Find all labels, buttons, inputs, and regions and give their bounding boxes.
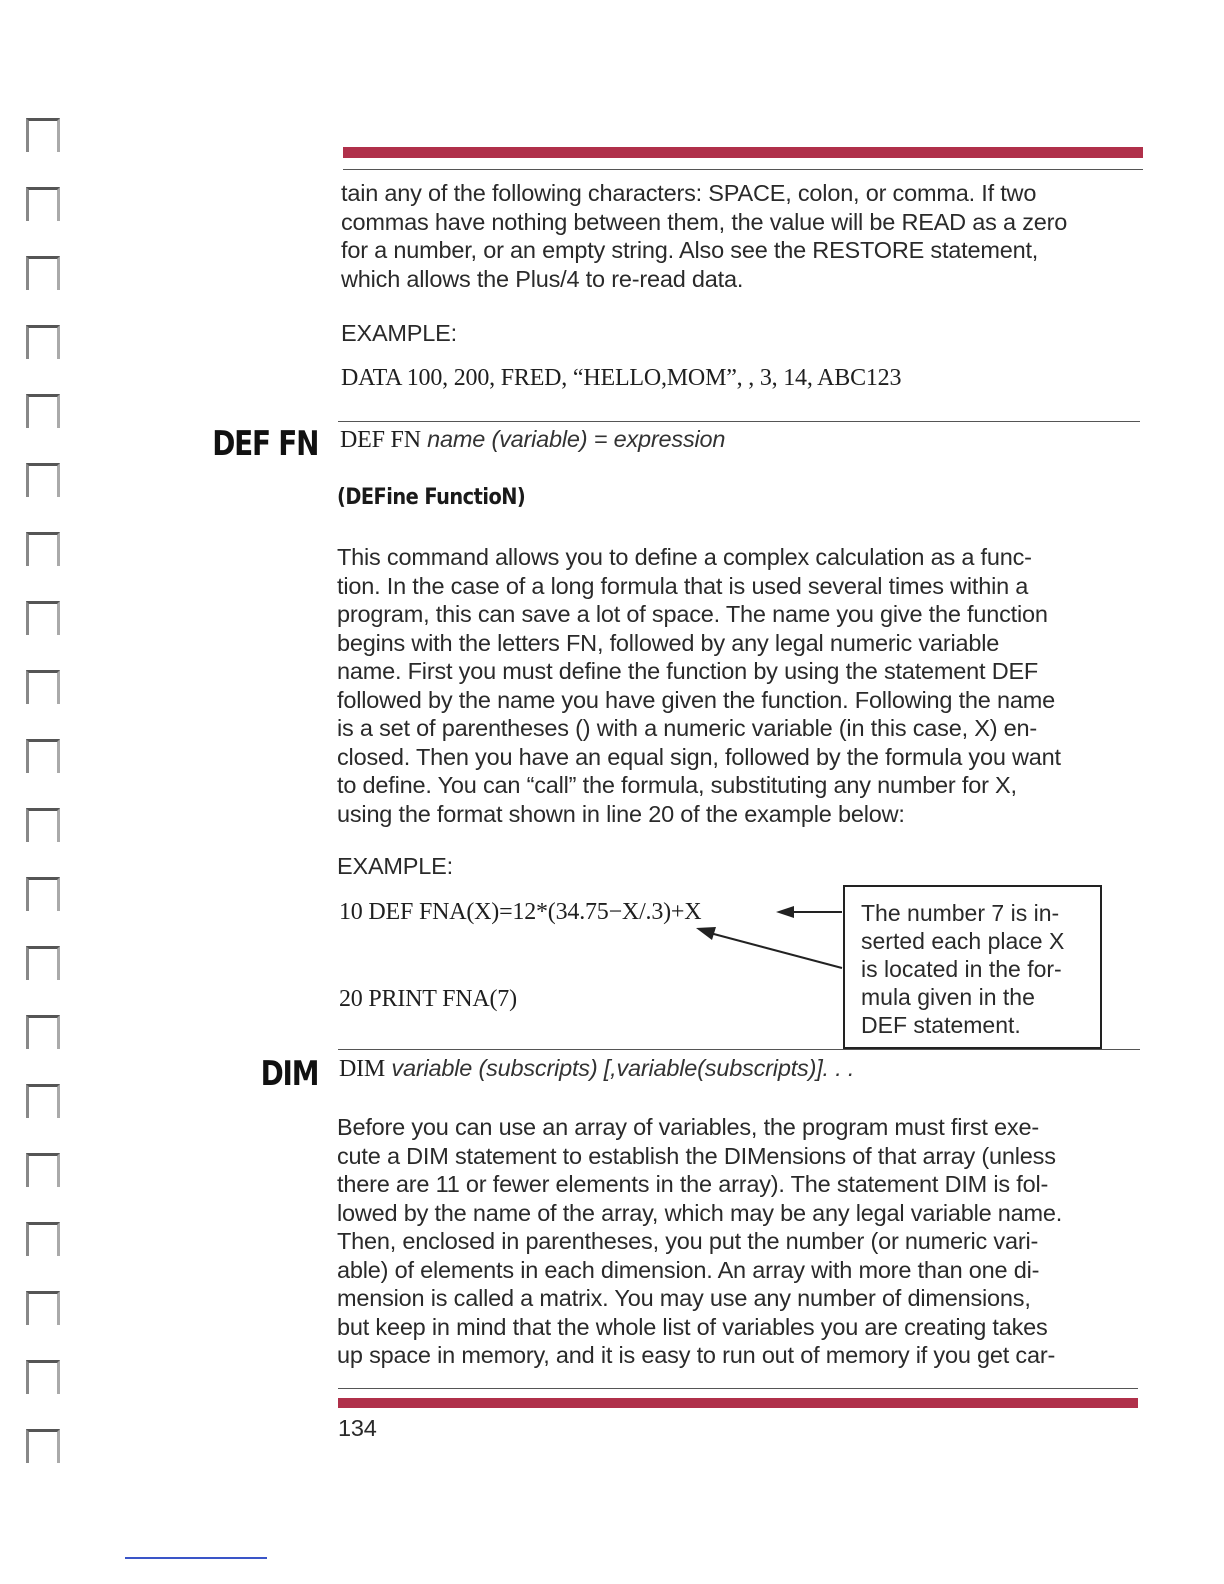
text-line: there are 11 or fewer elements in the array). The statement DIM is fol-	[337, 1171, 1049, 1197]
deffn-syntax-args: name (variable) = expression	[427, 426, 726, 452]
text-line: lowed by the name of the array, which may be any legal variable name.	[337, 1199, 1063, 1226]
arrow-line-lower	[710, 933, 842, 968]
text-line: but keep in mind that the whole list of variables you are creating takes	[337, 1313, 1048, 1340]
callout-box: The number 7 is in- serted each place X is located in the for- mula given in the DEF statement.	[843, 885, 1102, 1049]
text-line: followed by the name you have given the function. Following the name	[337, 686, 1055, 713]
continuation-paragraph	[341, 179, 1067, 293]
deffn-example-label: EXAMPLE:	[337, 853, 453, 879]
binding-ring	[26, 1084, 60, 1118]
text-line: mension is called a matrix. You may use any number of dimensions,	[337, 1285, 1031, 1311]
text-line: Before you can use an array of variables, the program must first exe-	[337, 1114, 1039, 1140]
binding-ring	[26, 118, 60, 152]
binding-ring	[26, 877, 60, 911]
data-example-label: EXAMPLE:	[341, 320, 457, 346]
dim-body	[337, 1113, 1062, 1370]
text-line: cute a DIM statement to establish the DIMensions of that array (unless	[337, 1142, 1056, 1169]
binding-ring	[26, 463, 60, 497]
binding-ring	[26, 187, 60, 221]
deffn-code-line-2: 20 PRINT FNA(7)	[339, 986, 517, 1012]
footer-line	[125, 1557, 267, 1559]
deffn-section-rule	[338, 421, 1140, 422]
text-line: program, this can save a lot of space. The name you give the function	[337, 601, 1048, 627]
text-line: up space in memory, and it is easy to run out of memory if you get car-	[337, 1342, 1056, 1368]
text-line: which allows the Plus/4 to re-read data.	[341, 265, 744, 292]
top-accent-rule	[343, 147, 1143, 158]
top-thin-rule	[343, 169, 1143, 170]
text-line: closed. Then you have an equal sign, followed by the formula you want	[337, 743, 1061, 770]
bottom-accent-rule	[338, 1398, 1138, 1408]
text-line: commas have nothing between them, the value will be READ as a zero	[341, 208, 1068, 235]
text-line: is a set of parentheses () with a numeric variable (in this case, X) en-	[337, 715, 1038, 741]
deffn-body	[337, 543, 1061, 828]
text-line: tion. In the case of a long formula that is used several times within a	[337, 572, 1029, 599]
binding-ring	[26, 1015, 60, 1049]
text-line: able) of elements in each dimension. An array with more than one di-	[337, 1256, 1040, 1283]
binding-ring	[26, 739, 60, 773]
text-line: tain any of the following characters: SPACE, colon, or comma. If two	[341, 180, 1037, 206]
deffn-subheading: (DEFine FunctioN)	[337, 485, 526, 510]
binding-ring	[26, 946, 60, 980]
binding-ring	[26, 1429, 60, 1463]
text-line: name. First you must define the function by using the statement DEF	[337, 658, 1039, 684]
dim-syntax	[339, 1054, 854, 1084]
data-example-code: DATA 100, 200, FRED, “HELLO,MOM”, , 3, 14, ABC123	[341, 365, 902, 391]
deffn-syntax	[340, 425, 725, 455]
arrow-head-lower	[696, 927, 716, 940]
text-line: Then, enclosed in parentheses, you put the number (or numeric vari-	[337, 1228, 1039, 1254]
deffn-code-line-1: 10 DEF FNA(X)=12*(34.75−X/.3)+X	[339, 899, 702, 925]
dim-section-rule	[338, 1049, 1140, 1050]
binding-ring	[26, 1360, 60, 1394]
bottom-thin-rule	[338, 1388, 1138, 1389]
text-line: using the format shown in line 20 of the example below:	[337, 800, 905, 827]
binding-ring	[26, 1222, 60, 1256]
dim-syntax-keyword: DIM	[339, 1056, 386, 1082]
page-number: 134	[338, 1415, 377, 1441]
text-line: for a number, or an empty string. Also see the RESTORE statement,	[341, 237, 1039, 263]
binding-ring	[26, 670, 60, 704]
text-line: to define. You can “call” the formula, substituting any number for X,	[337, 772, 1017, 798]
callout-arrows	[670, 895, 850, 975]
binding-ring	[26, 256, 60, 290]
binding-ring	[26, 808, 60, 842]
binding-ring	[26, 1291, 60, 1325]
binding-ring	[26, 1153, 60, 1187]
arrow-head-upper	[776, 906, 794, 918]
dim-syntax-args: variable (subscripts) [,variable(subscripts)]. . .	[391, 1055, 855, 1081]
binding-ring	[26, 394, 60, 428]
binding-ring	[26, 532, 60, 566]
deffn-heading: DEF FN	[212, 424, 318, 464]
text-line: This command allows you to define a complex calculation as a func-	[337, 544, 1032, 570]
deffn-syntax-keyword: DEF FN	[340, 427, 421, 453]
dim-heading: DIM	[260, 1054, 318, 1094]
text-line: begins with the letters FN, followed by any legal numeric variable	[337, 629, 1000, 656]
binding-ring	[26, 325, 60, 359]
binding-ring	[26, 601, 60, 635]
